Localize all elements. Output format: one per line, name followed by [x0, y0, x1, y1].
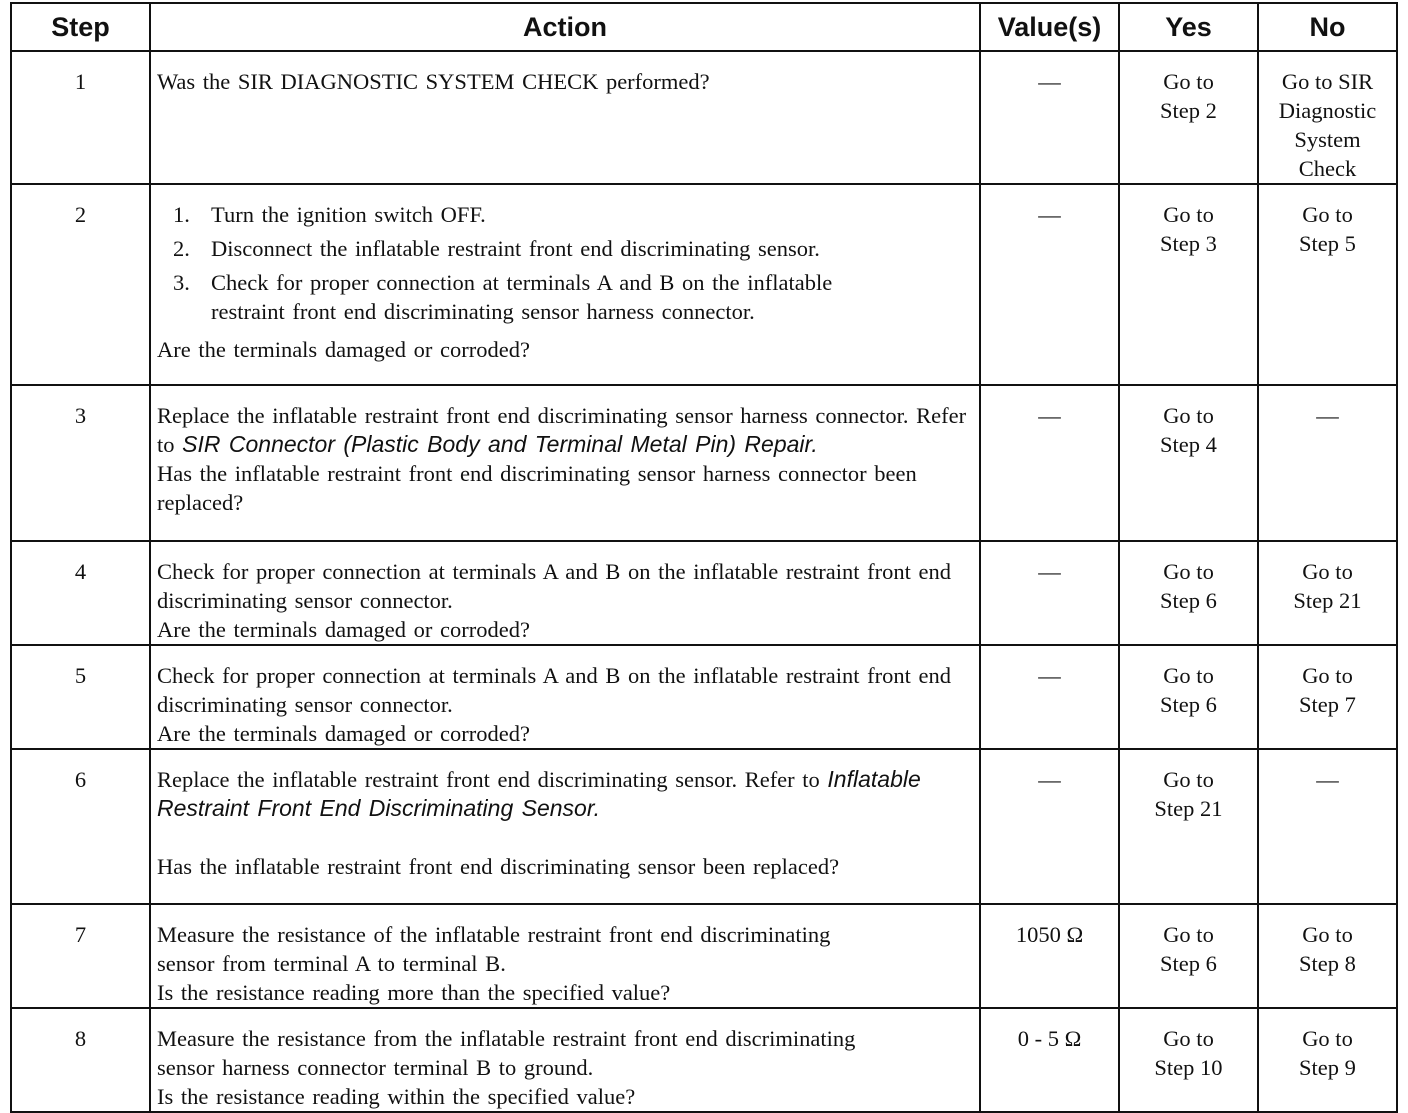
yes-line: Go to — [1163, 1026, 1214, 1051]
no-line: Check — [1298, 156, 1357, 181]
table-row — [11, 1008, 1397, 1112]
substep-text: Turn the ignition switch OFF. — [211, 202, 486, 227]
action-lead: Replace the inflatable restraint front end discriminating sensor harness connector. Refer to — [157, 403, 967, 457]
diagnostic-table — [10, 2, 1398, 1113]
no-cell: — — [1258, 749, 1397, 904]
no-line: Step 9 — [1299, 1055, 1356, 1080]
yes-line: Go to — [1163, 663, 1214, 688]
step-number: 1 — [11, 51, 150, 184]
yes-cell — [1119, 645, 1258, 749]
yes-cell — [1119, 385, 1258, 541]
value-cell: — — [980, 184, 1119, 385]
substep-text: Disconnect the inflatable restraint front end discriminating sensor. — [211, 236, 820, 261]
yes-line: Go to — [1163, 559, 1214, 584]
action-text: Measure the resistance of the inflatable restraint front end discriminating sensor from terminal A to terminal B. — [157, 922, 831, 976]
yes-line: Go to — [1163, 69, 1214, 94]
action-lead: Replace the inflatable restraint front end discriminating sensor. Refer to — [157, 767, 820, 792]
no-line: Go to — [1302, 663, 1353, 688]
action-cell — [150, 904, 980, 1008]
step-number: 5 — [11, 645, 150, 749]
yes-line: Step 2 — [1160, 98, 1217, 123]
table-row — [11, 385, 1397, 541]
yes-line: Step 21 — [1154, 796, 1223, 821]
no-cell — [1258, 541, 1397, 645]
list-item — [173, 200, 971, 229]
yes-cell — [1119, 749, 1258, 904]
action-cell — [150, 51, 980, 184]
action-cell — [150, 645, 980, 749]
action-question: Has the inflatable restraint front end discriminating sensor harness connector been replaced? — [157, 461, 917, 515]
value-cell: 1050 Ω — [980, 904, 1119, 1008]
no-line: Go to — [1302, 559, 1353, 584]
action-question: Are the terminals damaged or corroded? — [157, 617, 530, 642]
no-line: Go to — [1302, 202, 1353, 227]
header-no: No — [1258, 3, 1397, 51]
yes-line: Step 4 — [1160, 432, 1217, 457]
value-cell: — — [980, 645, 1119, 749]
substep-number: 3. — [173, 270, 190, 295]
action-text: Was the SIR DIAGNOSTIC SYSTEM CHECK performed? — [157, 69, 710, 94]
yes-line: Step 10 — [1154, 1055, 1223, 1080]
no-line: Go to — [1302, 922, 1353, 947]
value-cell: — — [980, 749, 1119, 904]
header-values: Value(s) — [980, 3, 1119, 51]
step-number: 4 — [11, 541, 150, 645]
substep-text: Check for proper connection at terminals A and B on the inflatable restraint front end discriminating sensor harness connector. — [211, 270, 833, 324]
table-row — [11, 184, 1397, 385]
action-question: Has the inflatable restraint front end discriminating sensor been replaced? — [157, 854, 840, 879]
no-line: Step 21 — [1293, 588, 1362, 613]
yes-cell — [1119, 184, 1258, 385]
table-row — [11, 749, 1397, 904]
action-cell — [150, 749, 980, 904]
action-text: Check for proper connection at terminals A and B on the inflatable restraint front end discriminating sensor connector. — [157, 559, 952, 613]
action-cell — [150, 184, 980, 385]
action-text: Check for proper connection at terminals A and B on the inflatable restraint front end discriminating sensor connector. — [157, 663, 952, 717]
yes-line: Step 6 — [1160, 951, 1217, 976]
no-cell — [1258, 904, 1397, 1008]
action-text: Measure the resistance from the inflatable restraint front end discriminating sensor harness connector terminal B to ground. — [157, 1026, 856, 1080]
yes-line: Go to — [1163, 922, 1214, 947]
substep-number: 1. — [173, 202, 190, 227]
action-text — [157, 401, 971, 459]
yes-cell — [1119, 541, 1258, 645]
step-number: 6 — [11, 749, 150, 904]
no-cell — [1258, 184, 1397, 385]
no-line: Step 5 — [1299, 231, 1356, 256]
yes-cell — [1119, 51, 1258, 184]
substep-list — [157, 200, 971, 335]
step-number: 7 — [11, 904, 150, 1008]
header-action: Action — [150, 3, 980, 51]
action-text — [157, 765, 971, 823]
action-question: Are the terminals damaged or corroded? — [157, 721, 530, 746]
no-line: Step 8 — [1299, 951, 1356, 976]
no-cell — [1258, 1008, 1397, 1112]
table-row — [11, 645, 1397, 749]
no-cell: — — [1258, 385, 1397, 541]
no-line: Go to — [1302, 1026, 1353, 1051]
yes-line: Go to — [1163, 767, 1214, 792]
value-cell: — — [980, 385, 1119, 541]
action-cell — [150, 541, 980, 645]
action-question: Is the resistance reading more than the specified value? — [157, 980, 671, 1005]
reference-link[interactable]: SIR Connector (Plastic Body and Terminal Metal Pin) Repair. — [182, 431, 818, 457]
no-line: Go to SIR — [1281, 69, 1374, 94]
yes-cell — [1119, 1008, 1258, 1112]
action-cell — [150, 1008, 980, 1112]
yes-cell — [1119, 904, 1258, 1008]
yes-line: Step 3 — [1160, 231, 1217, 256]
no-cell — [1258, 645, 1397, 749]
table-row — [11, 541, 1397, 645]
no-line: System — [1294, 127, 1361, 152]
action-question: Are the terminals damaged or corroded? — [157, 337, 530, 362]
value-cell: 0 - 5 Ω — [980, 1008, 1119, 1112]
yes-line: Step 6 — [1160, 692, 1217, 717]
action-cell — [150, 385, 980, 541]
table-row — [11, 51, 1397, 184]
no-line: Diagnostic — [1278, 98, 1377, 123]
yes-line: Step 6 — [1160, 588, 1217, 613]
list-item — [173, 234, 971, 263]
header-row — [11, 3, 1397, 51]
spacer — [157, 823, 971, 852]
list-item — [173, 268, 971, 326]
header-step: Step — [11, 3, 150, 51]
no-line: Step 7 — [1299, 692, 1356, 717]
step-number: 3 — [11, 385, 150, 541]
reference-link[interactable]: Inflatable Restraint Front End Discriminating Sensor. — [157, 766, 921, 821]
yes-line: Go to — [1163, 403, 1214, 428]
action-question: Is the resistance reading within the specified value? — [157, 1084, 636, 1109]
substep-number: 2. — [173, 236, 190, 261]
value-cell: — — [980, 541, 1119, 645]
header-yes: Yes — [1119, 3, 1258, 51]
yes-line: Go to — [1163, 202, 1214, 227]
no-cell — [1258, 51, 1397, 184]
step-number: 2 — [11, 184, 150, 385]
table-row — [11, 904, 1397, 1008]
step-number: 8 — [11, 1008, 150, 1112]
value-cell: — — [980, 51, 1119, 184]
